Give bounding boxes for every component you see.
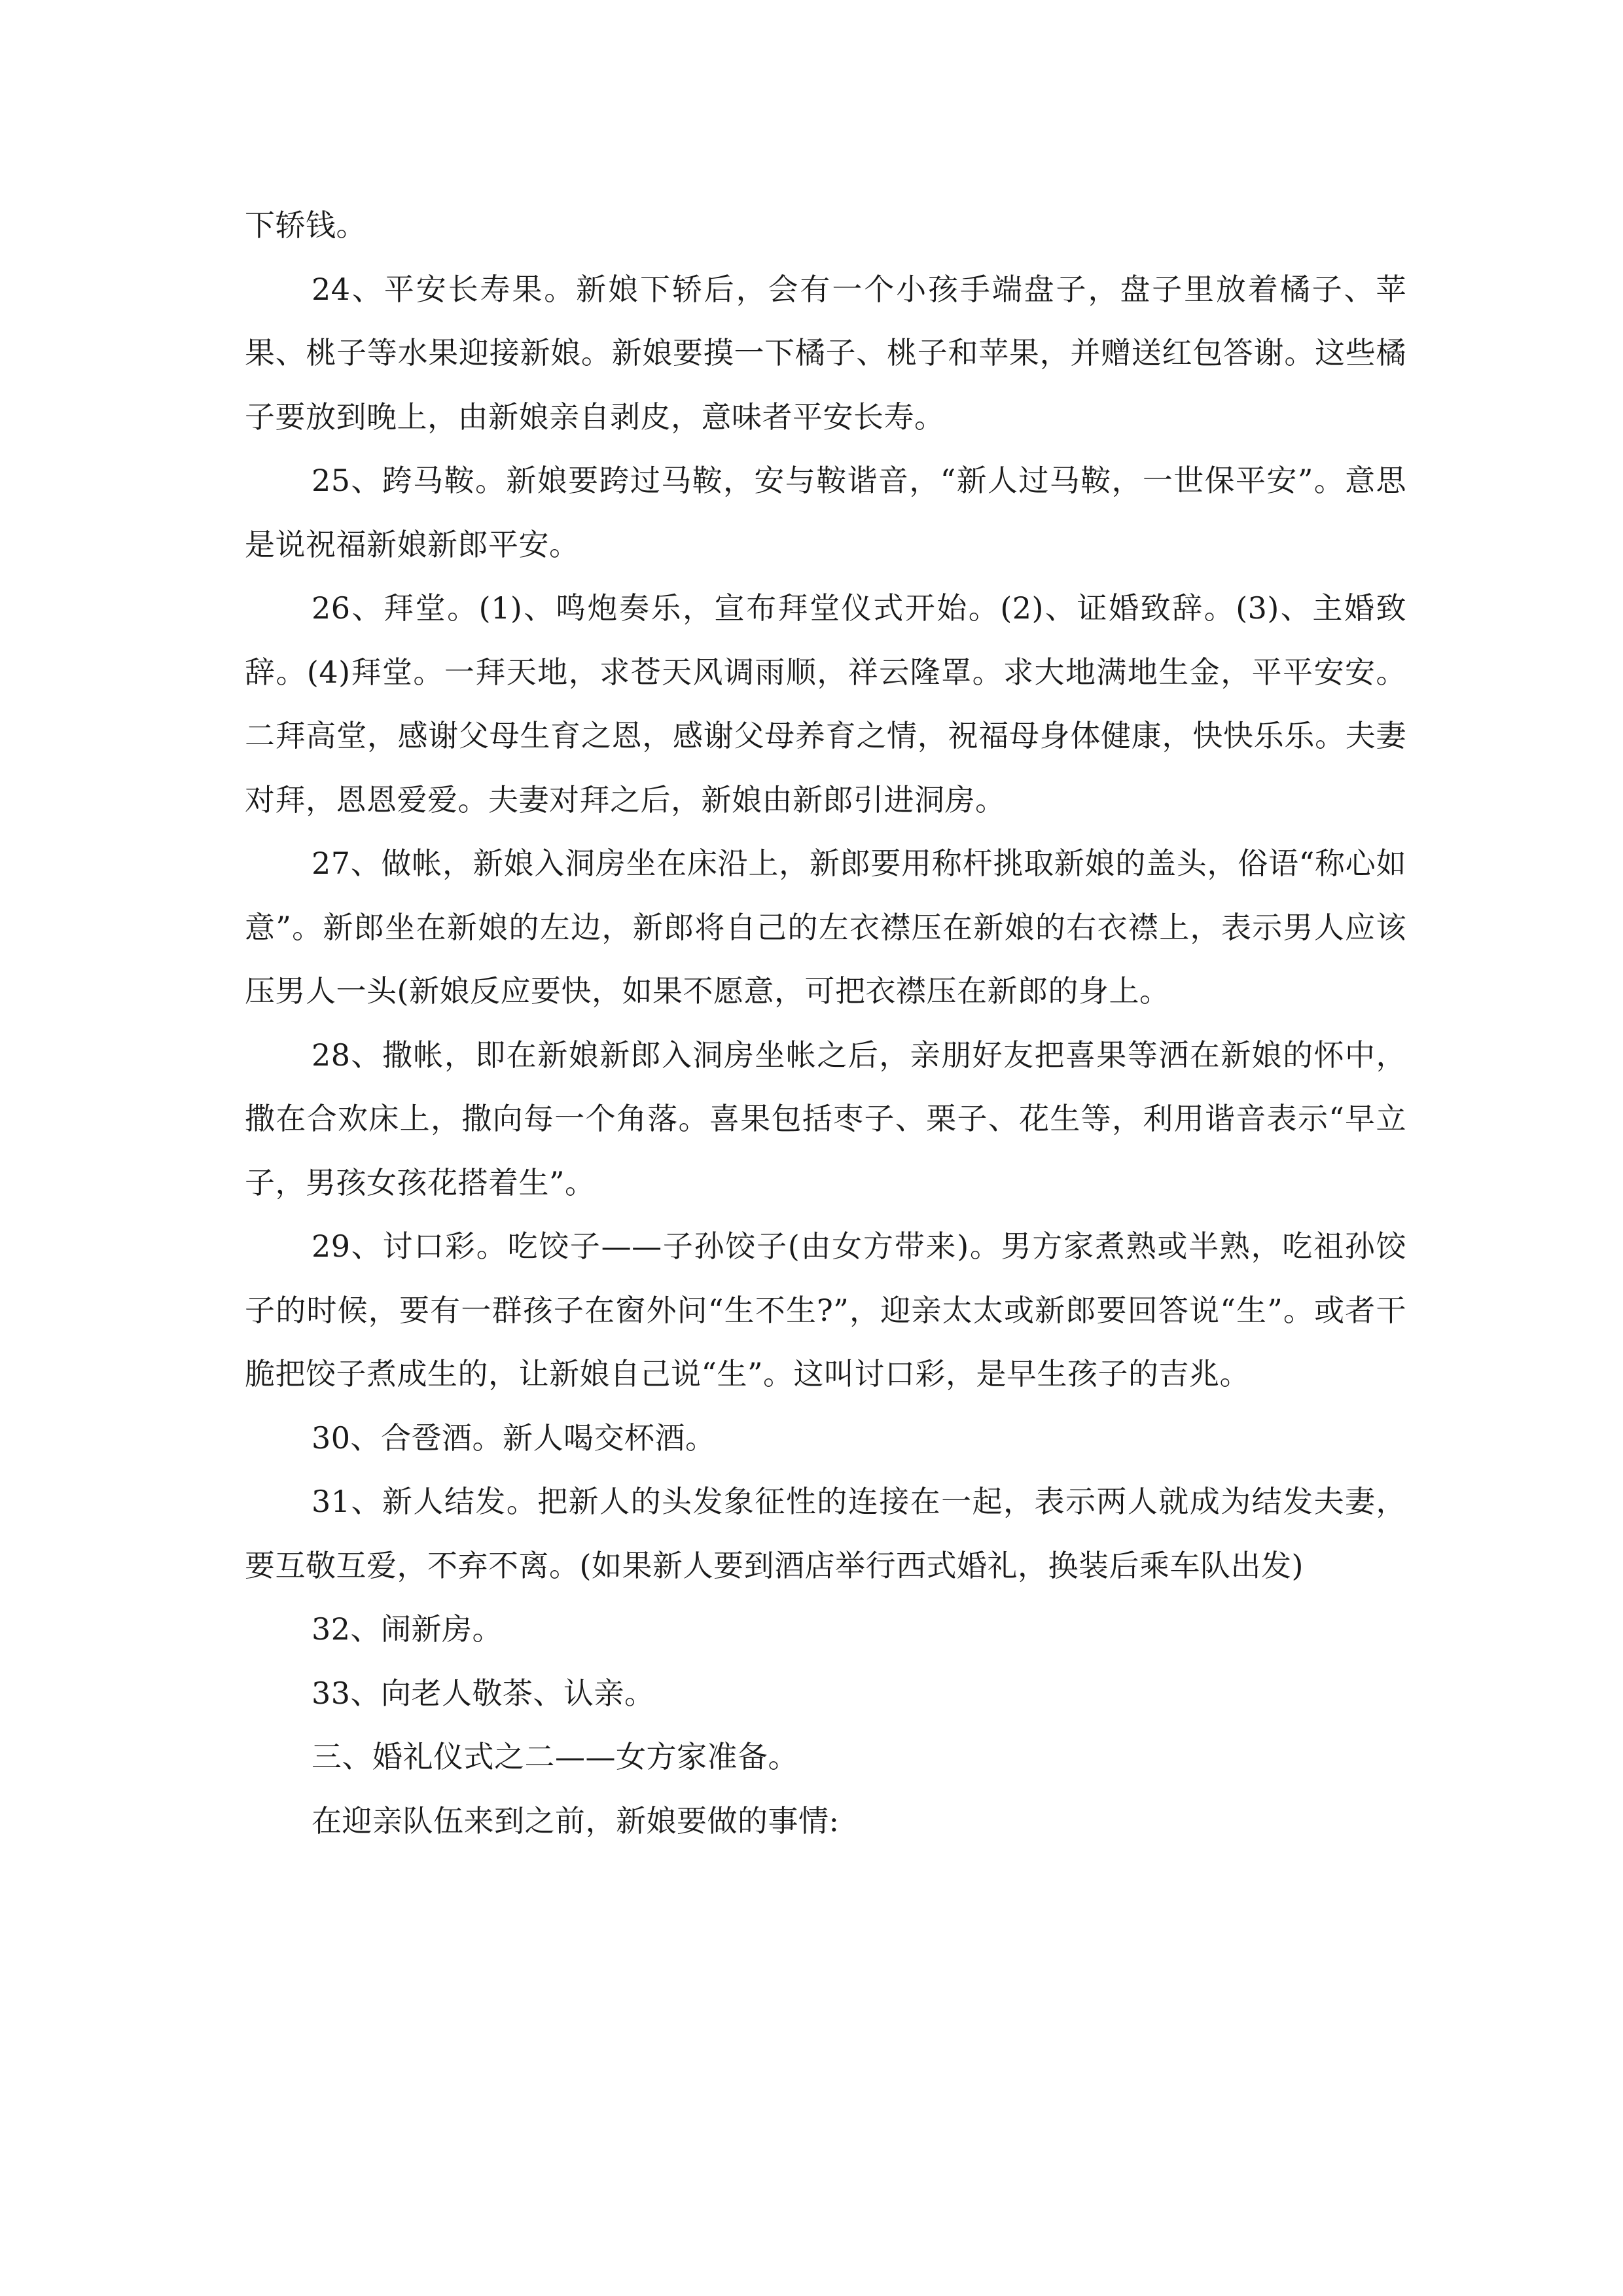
paragraph-item-30: 30、合卺酒。新人喝交杯酒。 xyxy=(312,1420,716,1456)
paragraph-item-26: 26、拜堂。(1)、鸣炮奏乐，宣布拜堂仪式开始。(2)、证婚致辞。(3)、主婚致辞。(4)拜堂。一拜天地，求苍天风调雨顺，祥云隆罩。求大地满地生金，平平安安。二拜高堂，感谢父母生育之恩，感谢父母养育之情，祝福母身体健康，快快乐乐。夫妻对拜，恩恩爱爱。夫妻对拜之后，新娘由新郎引进洞房。 xyxy=(245,590,1406,817)
paragraph-item-32: 32、闹新房。 xyxy=(312,1611,503,1647)
paragraph-item-25: 25、跨马鞍。新娘要跨过马鞍，安与鞍谐音，“新人过马鞍，一世保平安”。意思是说祝福新娘新郎平安。 xyxy=(245,463,1406,562)
paragraph-item-29: 29、讨口彩。吃饺子——子孙饺子(由女方带来)。男方家煮熟或半熟，吃祖孙饺子的时候，要有一群孩子在窗外问“生不生?”，迎亲太太或新郎要回答说“生”。或者干脆把饺子煮成生的，让新娘自己说“生”。这叫讨口彩，是早生孩子的吉兆。 xyxy=(245,1229,1406,1391)
paragraph-item-33: 33、向老人敬茶、认亲。 xyxy=(312,1675,655,1711)
paragraph-item-24: 24、平安长寿果。新娘下轿后，会有一个小孩手端盘子，盘子里放着橘子、苹果、桃子等水果迎接新娘。新娘要摸一下橘子、桃子和苹果，并赠送红包答谢。这些橘子要放到晚上，由新娘亲自剥皮，意味者平安长寿。 xyxy=(245,271,1406,435)
paragraph-continuation: 下轿钱。 xyxy=(245,207,366,243)
paragraph-item-31: 31、新人结发。把新人的头发象征性的连接在一起，表示两人就成为结发夫妻，要互敬互爱，不弃不离。(如果新人要到酒店举行西式婚礼，换装后乘车队出发) xyxy=(245,1484,1406,1583)
section-heading: 三、婚礼仪式之二——女方家准备。 xyxy=(312,1739,798,1774)
paragraph-intro: 在迎亲队伍来到之前，新娘要做的事情: xyxy=(312,1803,840,1839)
document-body xyxy=(245,194,1406,1853)
paragraph-item-28: 28、撒帐，即在新娘新郎入洞房坐帐之后，亲朋好友把喜果等洒在新娘的怀中，撒在合欢床上，撒向每一个角落。喜果包括枣子、栗子、花生等，利用谐音表示“早立子，男孩女孩花搭着生”。 xyxy=(245,1037,1406,1200)
paragraph-item-27: 27、做帐，新娘入洞房坐在床沿上，新郎要用称杆挑取新娘的盖头，俗语“称心如意”。新郎坐在新娘的左边，新郎将自己的左衣襟压在新娘的右衣襟上，表示男人应该压男人一头(新娘反应要快，如果不愿意，可把衣襟压在新郎的身上。 xyxy=(245,846,1406,1009)
